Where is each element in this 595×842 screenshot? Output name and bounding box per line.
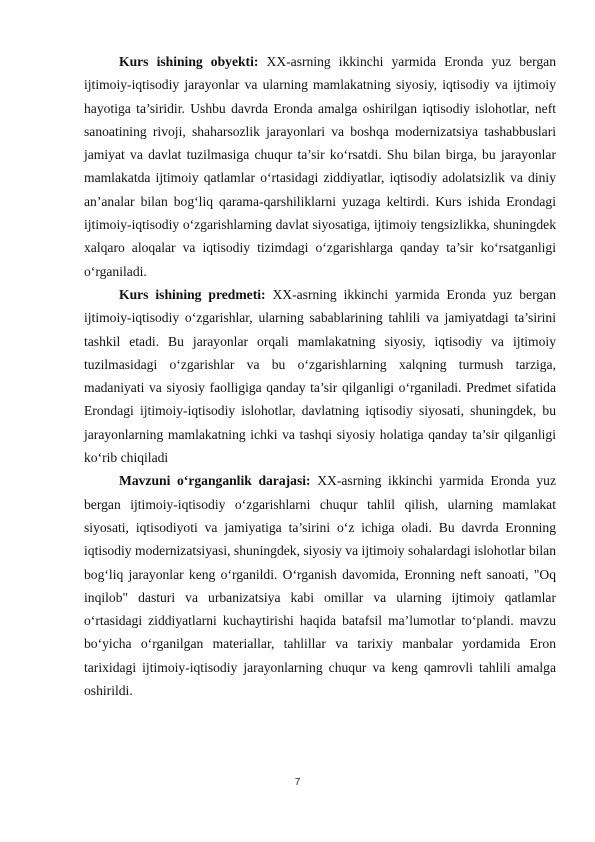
paragraph-lead-object: Kurs ishining obyekti:	[119, 54, 259, 69]
paragraph-text-subject: XX-asrning ikkinchi yarmida Eronda yuz bergan ijtimoiy-iqtisodiy o‘zgarishlar, ularning sabablarining tahlili va jamiyatdagi ta’sirini tashkil etadi. Bu jarayonlar orqali mamlakatning siyosiy, iqtisodiy va ijtimoiy tuzilmasidagi o‘zgarishlar va bu o‘zgarishlarning xalqning turmush tarziga, madaniyati va siyosiy faolligiga qanday ta’sir qilganligi o‘rganiladi. Predmet sifatida Erondagi ijtimoiy-iqtisodiy islohotlar, davlatning iqtisodiy siyosati, shuningdek, bu jarayonlarning mamlakatning ichki va tashqi siyosiy holatiga qanday ta’sir qilganligi ko‘rib chiqiladi	[84, 286, 557, 466]
paragraph-study-level	[84, 469, 556, 702]
paragraph-course-subject	[84, 283, 556, 469]
paragraph-lead-subject: Kurs ishining predmeti:	[119, 286, 266, 302]
page-number: 7	[294, 777, 301, 788]
paragraph-lead-study-level: Mavzuni o‘rganganlik darajasi:	[119, 473, 311, 489]
paragraph-text-study-level: XX-asrning ikkinchi yarmida Eronda yuz bergan ijtimoiy-iqtisodiy o‘zgarishlarni chuqur tahlil qilish, ularning mamlakat siyosati, iqtisodiyoti va jamiyatiga ta’sirini o‘z ichiga oladi. Bu davrda Eronning iqtisodiy modernizatsiyasi, shuningdek, siyosiy va ijtimoiy sohalardagi islohotlar bilan bog‘liq jarayonlar keng o‘rganildi. O‘rganish davomida, Eronning neft sanoati, "Oq inqilob" dasturi va urbanizatsiya kabi omillar va ularning ijtimoiy qatlamlar o‘rtasidagi ziddiyatlarni kuchaytirishi haqida batafsil ma’lumotlar to‘plandi. mavzu bo‘yicha o‘rganilgan materiallar, tahlillar va tarixiy manbalar yordamida Eron tarixidagi ijtimoiy-iqtisodiy jarayonlarning chuqur va keng qamrovli tahlili amalga oshirildi.	[84, 473, 556, 699]
paragraph-course-object	[84, 50, 556, 283]
paragraph-text-object: XX-asrning ikkinchi yarmida Eronda yuz bergan ijtimoiy-iqtisodiy jarayonlar va ularning mamlakatning siyosiy, iqtisodiy va ijtimoiy hayotiga ta’siridir. Ushbu davrda Eronda amalga oshirilgan iqtisodiy islohotlar, neft sanoatining rivoji, shaharsozlik jarayonlari va boshqa modernizatsiya tashabbuslari jamiyat va davlat tuzilmasiga chuqur ta’sir ko‘rsatdi. Shu bilan birga, bu jarayonlar mamlakatda ijtimoiy qatlamlar o‘rtasidagi ziddiyatlar, iqtisodiy adolatsizlik va diniy an’analar bilan bog‘liq qarama-qarshiliklarni yuzaga keltirdi. Kurs ishida Erondagi ijtimoiy-iqtisodiy o‘zgarishlarning davlat siyosatiga, ijtimoiy tengsizlikka, shuningdek xalqaro aloqalar va iqtisodiy tizimdagi o‘zgarishlarga qanday ta’sir ko‘rsatganligi o‘rganiladi.	[84, 54, 557, 279]
document-body	[84, 50, 556, 702]
